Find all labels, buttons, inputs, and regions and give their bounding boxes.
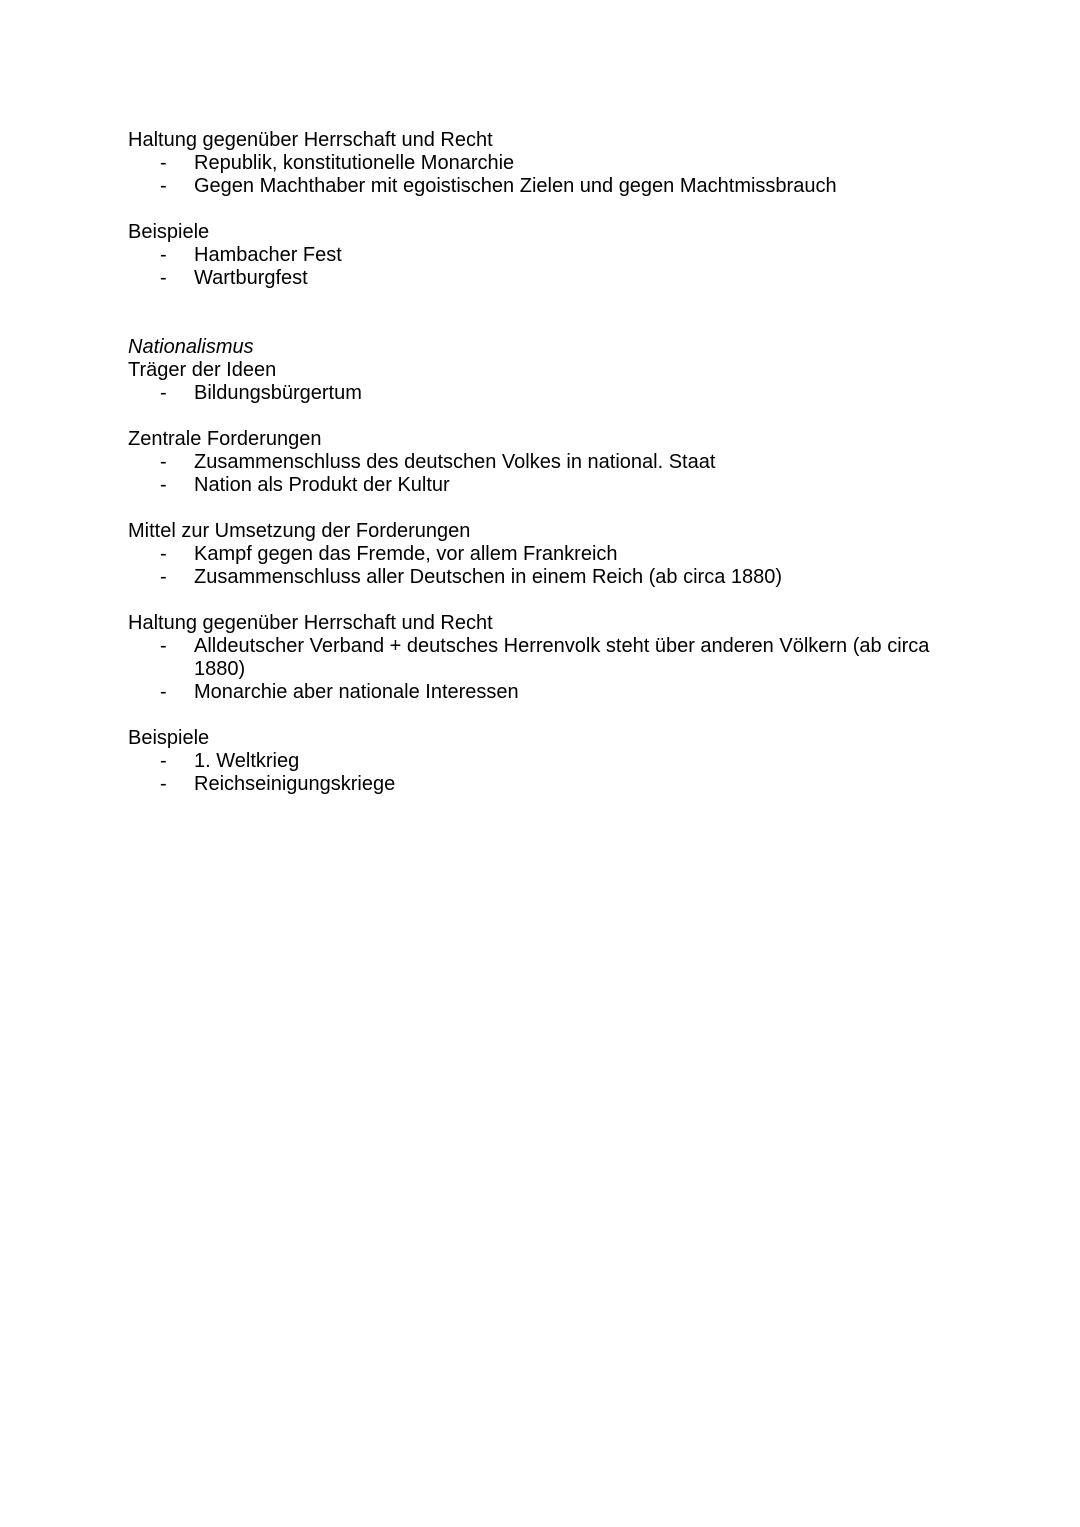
document-content [128,129,948,819]
list-item [128,474,948,497]
dash-bullet: - [160,152,167,174]
section-beispiele-liberalismus [128,221,948,290]
section-traeger-nationalismus [128,336,948,405]
section-heading: Träger der Ideen [128,359,277,381]
section-haltung-nationalismus [128,612,948,704]
list-item-text: Nation als Produkt der Kultur [194,474,450,496]
section-haltung-liberalismus [128,129,948,198]
section-heading: Haltung gegenüber Herrschaft und Recht [128,129,493,151]
list-item-text: Kampf gegen das Fremde, vor allem Frankreich [194,543,618,565]
dash-bullet: - [160,267,167,289]
list-item-text: Gegen Machthaber mit egoistischen Zielen und gegen Machtmissbrauch [194,175,837,197]
section-heading: Haltung gegenüber Herrschaft und Recht [128,612,493,634]
list-item [128,267,948,290]
bullet-list [128,543,948,589]
bullet-list [128,451,948,497]
list-item-text: Alldeutscher Verband + deutsches Herrenvolk steht über anderen Völkern (ab circa 1880) [194,635,930,680]
list-item-text: 1. Weltkrieg [194,750,300,772]
dash-bullet: - [160,451,167,473]
dash-bullet: - [160,382,167,404]
dash-bullet: - [160,750,167,772]
list-item-text: Monarchie aber nationale Interessen [194,681,519,703]
list-item [128,175,948,198]
topic-title: Nationalismus [128,336,254,358]
list-item [128,543,948,566]
list-item [128,152,948,175]
list-item-text: Hambacher Fest [194,244,342,266]
list-item [128,566,948,589]
section-forderungen [128,428,948,497]
list-item-text: Zusammenschluss des deutschen Volkes in national. Staat [194,451,716,473]
list-item-text: Republik, konstitutionelle Monarchie [194,152,515,174]
section-mittel [128,520,948,589]
dash-bullet: - [160,543,167,565]
dash-bullet: - [160,175,167,197]
list-item-text: Wartburgfest [194,267,308,289]
dash-bullet: - [160,474,167,496]
list-item [128,635,948,681]
bullet-list [128,244,948,290]
spacer [128,313,948,336]
section-heading: Beispiele [128,221,210,243]
list-item-text: Zusammenschluss aller Deutschen in einem Reich (ab circa 1880) [194,566,783,588]
bullet-list [128,750,948,796]
dash-bullet: - [160,566,167,588]
list-item [128,681,948,704]
list-item [128,451,948,474]
dash-bullet: - [160,773,167,795]
dash-bullet: - [160,681,167,703]
bullet-list [128,382,948,405]
section-heading: Beispiele [128,727,210,749]
section-beispiele-nationalismus [128,727,948,796]
bullet-list [128,152,948,198]
list-item [128,773,948,796]
section-heading: Mittel zur Umsetzung der Forderungen [128,520,471,542]
list-item-text: Bildungsbürgertum [194,382,362,404]
list-item [128,750,948,773]
list-item-text: Reichseinigungskriege [194,773,396,795]
dash-bullet: - [160,635,167,657]
list-item [128,244,948,267]
dash-bullet: - [160,244,167,266]
section-heading: Zentrale Forderungen [128,428,322,450]
list-item [128,382,948,405]
bullet-list [128,635,948,704]
